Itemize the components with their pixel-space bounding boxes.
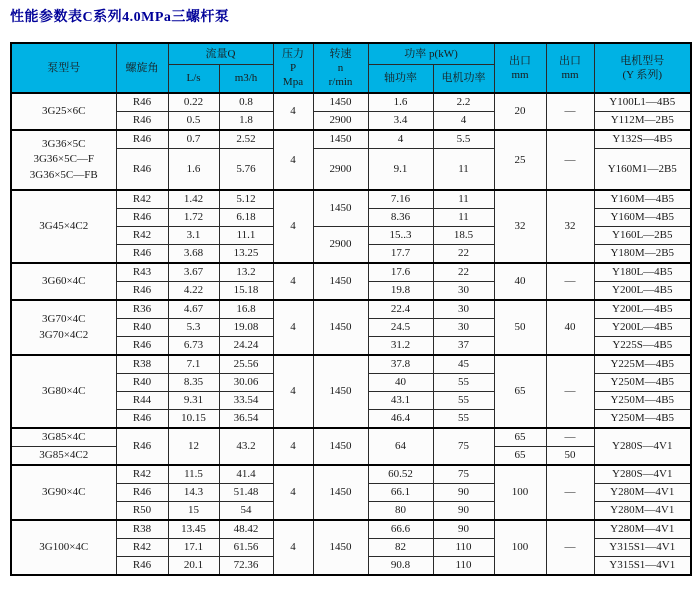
shaft-power-cell: 15..3 — [368, 227, 433, 245]
outlet2-cell: — — [546, 263, 594, 300]
motor-power-cell: 18.5 — [433, 227, 494, 245]
outlet2-cell: — — [546, 355, 594, 428]
pressure-cell: 4 — [273, 520, 313, 575]
shaft-power-cell: 66.1 — [368, 484, 433, 502]
helix-angle-cell: R40 — [116, 319, 168, 337]
speed-cell: 1450 — [313, 428, 368, 465]
flow-ls-cell: 20.1 — [168, 557, 219, 576]
motor-model-cell: Y160M—4B5 — [594, 190, 691, 209]
pump-model-cell: 3G100×4C — [11, 520, 116, 575]
shaft-power-cell: 19.8 — [368, 282, 433, 301]
helix-angle-cell: R46 — [116, 557, 168, 576]
col-header-shaft-power: 轴功率 — [368, 65, 433, 94]
helix-angle-cell: R43 — [116, 263, 168, 282]
motor-model-cell: Y280M—4V1 — [594, 520, 691, 539]
flow-m3h-cell: 61.56 — [219, 539, 273, 557]
flow-ls-cell: 1.6 — [168, 149, 219, 191]
flow-m3h-cell: 5.76 — [219, 149, 273, 191]
motor-model-cell: Y250M—4B5 — [594, 374, 691, 392]
outlet2-cell: — — [546, 428, 594, 447]
flow-ls-cell: 17.1 — [168, 539, 219, 557]
shaft-power-cell: 4 — [368, 130, 433, 149]
outlet2-cell: — — [546, 130, 594, 190]
helix-angle-cell: R46 — [116, 149, 168, 191]
pressure-cell: 4 — [273, 263, 313, 300]
helix-angle-cell: R44 — [116, 392, 168, 410]
flow-m3h-cell: 72.36 — [219, 557, 273, 576]
shaft-power-cell: 8.36 — [368, 209, 433, 227]
flow-ls-cell: 3.67 — [168, 263, 219, 282]
motor-model-cell: Y225S—4B5 — [594, 337, 691, 356]
table-header — [11, 43, 691, 93]
motor-model-cell: Y160M—4B5 — [594, 209, 691, 227]
motor-power-cell: 30 — [433, 282, 494, 301]
shaft-power-cell: 1.6 — [368, 93, 433, 112]
motor-power-cell: 110 — [433, 539, 494, 557]
flow-m3h-cell: 16.8 — [219, 300, 273, 319]
col-header-flow-m3h: m3/h — [219, 65, 273, 94]
motor-power-cell: 11 — [433, 190, 494, 209]
speed-cell: 1450 — [313, 93, 368, 112]
outlet2-cell: 32 — [546, 190, 594, 263]
pressure-cell: 4 — [273, 190, 313, 263]
speed-cell: 1450 — [313, 263, 368, 300]
shaft-power-cell: 17.7 — [368, 245, 433, 264]
motor-power-cell: 55 — [433, 374, 494, 392]
flow-m3h-cell: 5.12 — [219, 190, 273, 209]
motor-model-cell: Y280M—4V1 — [594, 502, 691, 521]
pressure-cell: 4 — [273, 130, 313, 190]
flow-ls-cell: 3.1 — [168, 227, 219, 245]
motor-model-cell: Y100L1—4B5 — [594, 93, 691, 112]
speed-cell: 1450 — [313, 300, 368, 355]
motor-power-cell: 55 — [433, 410, 494, 429]
pump-model-cell: 3G90×4C — [11, 465, 116, 520]
pump-model-cell: 3G70×4C 3G70×4C2 — [11, 300, 116, 355]
motor-power-cell: 45 — [433, 355, 494, 374]
motor-power-cell: 55 — [433, 392, 494, 410]
outlet1-cell: 65 — [494, 428, 546, 447]
flow-m3h-cell: 15.18 — [219, 282, 273, 301]
motor-power-cell: 30 — [433, 300, 494, 319]
motor-power-cell: 30 — [433, 319, 494, 337]
flow-m3h-cell: 6.18 — [219, 209, 273, 227]
outlet1-cell: 100 — [494, 520, 546, 575]
flow-ls-cell: 7.1 — [168, 355, 219, 374]
motor-power-cell: 22 — [433, 245, 494, 264]
motor-model-cell: Y280S—4V1 — [594, 428, 691, 465]
outlet1-cell: 20 — [494, 93, 546, 130]
outlet1-cell: 32 — [494, 190, 546, 263]
pump-model-cell: 3G25×6C — [11, 93, 116, 130]
flow-m3h-cell: 11.1 — [219, 227, 273, 245]
table-body — [11, 93, 691, 575]
shaft-power-cell: 40 — [368, 374, 433, 392]
helix-angle-cell: R42 — [116, 227, 168, 245]
motor-power-cell: 90 — [433, 520, 494, 539]
col-header-power: 功率 p(kW) — [368, 43, 494, 65]
motor-power-cell: 5.5 — [433, 130, 494, 149]
motor-model-cell: Y160L—2B5 — [594, 227, 691, 245]
flow-m3h-cell: 24.24 — [219, 337, 273, 356]
motor-power-cell: 22 — [433, 263, 494, 282]
motor-model-cell: Y225M—4B5 — [594, 355, 691, 374]
helix-angle-cell: R50 — [116, 502, 168, 521]
motor-model-cell: Y200L—4B5 — [594, 300, 691, 319]
helix-angle-cell: R46 — [116, 130, 168, 149]
motor-model-cell: Y315S1—4V1 — [594, 557, 691, 576]
helix-angle-cell: R36 — [116, 300, 168, 319]
shaft-power-cell: 24.5 — [368, 319, 433, 337]
shaft-power-cell: 3.4 — [368, 112, 433, 131]
motor-model-cell: Y280S—4V1 — [594, 465, 691, 484]
motor-model-cell: Y280M—4V1 — [594, 484, 691, 502]
col-header-flow-ls: L/s — [168, 65, 219, 94]
shaft-power-cell: 82 — [368, 539, 433, 557]
pump-model-cell: 3G80×4C — [11, 355, 116, 428]
speed-cell: 2900 — [313, 112, 368, 131]
outlet2-cell: — — [546, 465, 594, 520]
motor-power-cell: 75 — [433, 465, 494, 484]
speed-cell: 1450 — [313, 520, 368, 575]
motor-model-cell: Y112M—2B5 — [594, 112, 691, 131]
speed-cell: 1450 — [313, 190, 368, 227]
pressure-cell: 4 — [273, 428, 313, 465]
shaft-power-cell: 37.8 — [368, 355, 433, 374]
flow-m3h-cell: 36.54 — [219, 410, 273, 429]
col-header-speed: 转速 n r/min — [313, 43, 368, 93]
pressure-cell: 4 — [273, 93, 313, 130]
flow-m3h-cell: 25.56 — [219, 355, 273, 374]
shaft-power-cell: 9.1 — [368, 149, 433, 191]
flow-m3h-cell: 54 — [219, 502, 273, 521]
helix-angle-cell: R46 — [116, 245, 168, 264]
motor-power-cell: 110 — [433, 557, 494, 576]
page-title: 性能参数表C系列4.0MPa三螺杆泵 — [10, 10, 230, 25]
flow-ls-cell: 1.72 — [168, 209, 219, 227]
speed-cell: 2900 — [313, 227, 368, 264]
helix-angle-cell: R46 — [116, 209, 168, 227]
motor-power-cell: 90 — [433, 484, 494, 502]
flow-ls-cell: 12 — [168, 428, 219, 465]
motor-power-cell: 90 — [433, 502, 494, 521]
outlet1-cell: 65 — [494, 447, 546, 466]
shaft-power-cell: 60.52 — [368, 465, 433, 484]
flow-ls-cell: 15 — [168, 502, 219, 521]
motor-power-cell: 4 — [433, 112, 494, 131]
flow-ls-cell: 6.73 — [168, 337, 219, 356]
helix-angle-cell: R42 — [116, 190, 168, 209]
flow-m3h-cell: 19.08 — [219, 319, 273, 337]
helix-angle-cell: R46 — [116, 112, 168, 131]
flow-m3h-cell: 0.8 — [219, 93, 273, 112]
outlet1-cell: 40 — [494, 263, 546, 300]
motor-model-cell: Y180L—4B5 — [594, 263, 691, 282]
motor-model-cell: Y250M—4B5 — [594, 410, 691, 429]
flow-m3h-cell: 51.48 — [219, 484, 273, 502]
col-header-outlet-2: 出口 mm — [546, 43, 594, 93]
helix-angle-cell: R40 — [116, 374, 168, 392]
flow-m3h-cell: 48.42 — [219, 520, 273, 539]
outlet2-cell: — — [546, 520, 594, 575]
helix-angle-cell: R46 — [116, 282, 168, 301]
pressure-cell: 4 — [273, 355, 313, 428]
flow-m3h-cell: 2.52 — [219, 130, 273, 149]
shaft-power-cell: 7.16 — [368, 190, 433, 209]
helix-angle-cell: R46 — [116, 337, 168, 356]
flow-ls-cell: 3.68 — [168, 245, 219, 264]
motor-power-cell: 75 — [433, 428, 494, 465]
flow-m3h-cell: 13.2 — [219, 263, 273, 282]
flow-ls-cell: 13.45 — [168, 520, 219, 539]
flow-ls-cell: 10.15 — [168, 410, 219, 429]
pump-model-cell: 3G45×4C2 — [11, 190, 116, 263]
outlet1-cell: 65 — [494, 355, 546, 428]
col-header-helix-angle: 螺旋角 — [116, 43, 168, 93]
motor-model-cell: Y250M—4B5 — [594, 392, 691, 410]
flow-ls-cell: 8.35 — [168, 374, 219, 392]
outlet1-cell: 25 — [494, 130, 546, 190]
col-header-motor-model: 电机型号 (Y 系列) — [594, 43, 691, 93]
flow-ls-cell: 0.5 — [168, 112, 219, 131]
motor-model-cell: Y132S—4B5 — [594, 130, 691, 149]
shaft-power-cell: 66.6 — [368, 520, 433, 539]
motor-model-cell: Y180M—2B5 — [594, 245, 691, 264]
pressure-cell: 4 — [273, 300, 313, 355]
col-header-pressure: 压力 P Mpa — [273, 43, 313, 93]
outlet2-cell: 40 — [546, 300, 594, 355]
helix-angle-cell: R38 — [116, 355, 168, 374]
pump-model-cell: 3G85×4C2 — [11, 447, 116, 466]
shaft-power-cell: 22.4 — [368, 300, 433, 319]
pressure-cell: 4 — [273, 465, 313, 520]
pump-model-cell: 3G60×4C — [11, 263, 116, 300]
flow-ls-cell: 4.22 — [168, 282, 219, 301]
shaft-power-cell: 43.1 — [368, 392, 433, 410]
flow-m3h-cell: 33.54 — [219, 392, 273, 410]
speed-cell: 1450 — [313, 465, 368, 520]
flow-ls-cell: 14.3 — [168, 484, 219, 502]
helix-angle-cell: R42 — [116, 539, 168, 557]
helix-angle-cell: R46 — [116, 428, 168, 465]
helix-angle-cell: R46 — [116, 93, 168, 112]
motor-model-cell: Y315S1—4V1 — [594, 539, 691, 557]
col-header-flow: 流量Q — [168, 43, 273, 65]
flow-m3h-cell: 1.8 — [219, 112, 273, 131]
col-header-outlet-1: 出口 mm — [494, 43, 546, 93]
speed-cell: 1450 — [313, 355, 368, 428]
shaft-power-cell: 31.2 — [368, 337, 433, 356]
flow-m3h-cell: 30.06 — [219, 374, 273, 392]
flow-ls-cell: 4.67 — [168, 300, 219, 319]
flow-ls-cell: 11.5 — [168, 465, 219, 484]
shaft-power-cell: 90.8 — [368, 557, 433, 576]
motor-power-cell: 11 — [433, 149, 494, 191]
flow-ls-cell: 9.31 — [168, 392, 219, 410]
flow-ls-cell: 0.7 — [168, 130, 219, 149]
outlet2-cell: — — [546, 93, 594, 130]
shaft-power-cell: 80 — [368, 502, 433, 521]
helix-angle-cell: R46 — [116, 410, 168, 429]
flow-m3h-cell: 41.4 — [219, 465, 273, 484]
shaft-power-cell: 46.4 — [368, 410, 433, 429]
pump-model-cell: 3G85×4C — [11, 428, 116, 447]
col-header-pump-model: 泵型号 — [11, 43, 116, 93]
flow-m3h-cell: 13.25 — [219, 245, 273, 264]
outlet1-cell: 100 — [494, 465, 546, 520]
flow-ls-cell: 1.42 — [168, 190, 219, 209]
flow-ls-cell: 5.3 — [168, 319, 219, 337]
helix-angle-cell: R38 — [116, 520, 168, 539]
flow-ls-cell: 0.22 — [168, 93, 219, 112]
motor-power-cell: 37 — [433, 337, 494, 356]
shaft-power-cell: 17.6 — [368, 263, 433, 282]
shaft-power-cell: 64 — [368, 428, 433, 465]
outlet1-cell: 50 — [494, 300, 546, 355]
motor-model-cell: Y200L—4B5 — [594, 282, 691, 301]
helix-angle-cell: R46 — [116, 484, 168, 502]
speed-cell: 1450 — [313, 130, 368, 149]
speed-cell: 2900 — [313, 149, 368, 191]
outlet2-cell: 50 — [546, 447, 594, 466]
helix-angle-cell: R42 — [116, 465, 168, 484]
motor-power-cell: 2.2 — [433, 93, 494, 112]
performance-table — [10, 42, 692, 576]
motor-model-cell: Y200L—4B5 — [594, 319, 691, 337]
flow-m3h-cell: 43.2 — [219, 428, 273, 465]
motor-power-cell: 11 — [433, 209, 494, 227]
pump-model-cell: 3G36×5C 3G36×5C—F 3G36×5C—FB — [11, 130, 116, 190]
col-header-motor-power: 电机功率 — [433, 65, 494, 94]
motor-model-cell: Y160M1—2B5 — [594, 149, 691, 191]
